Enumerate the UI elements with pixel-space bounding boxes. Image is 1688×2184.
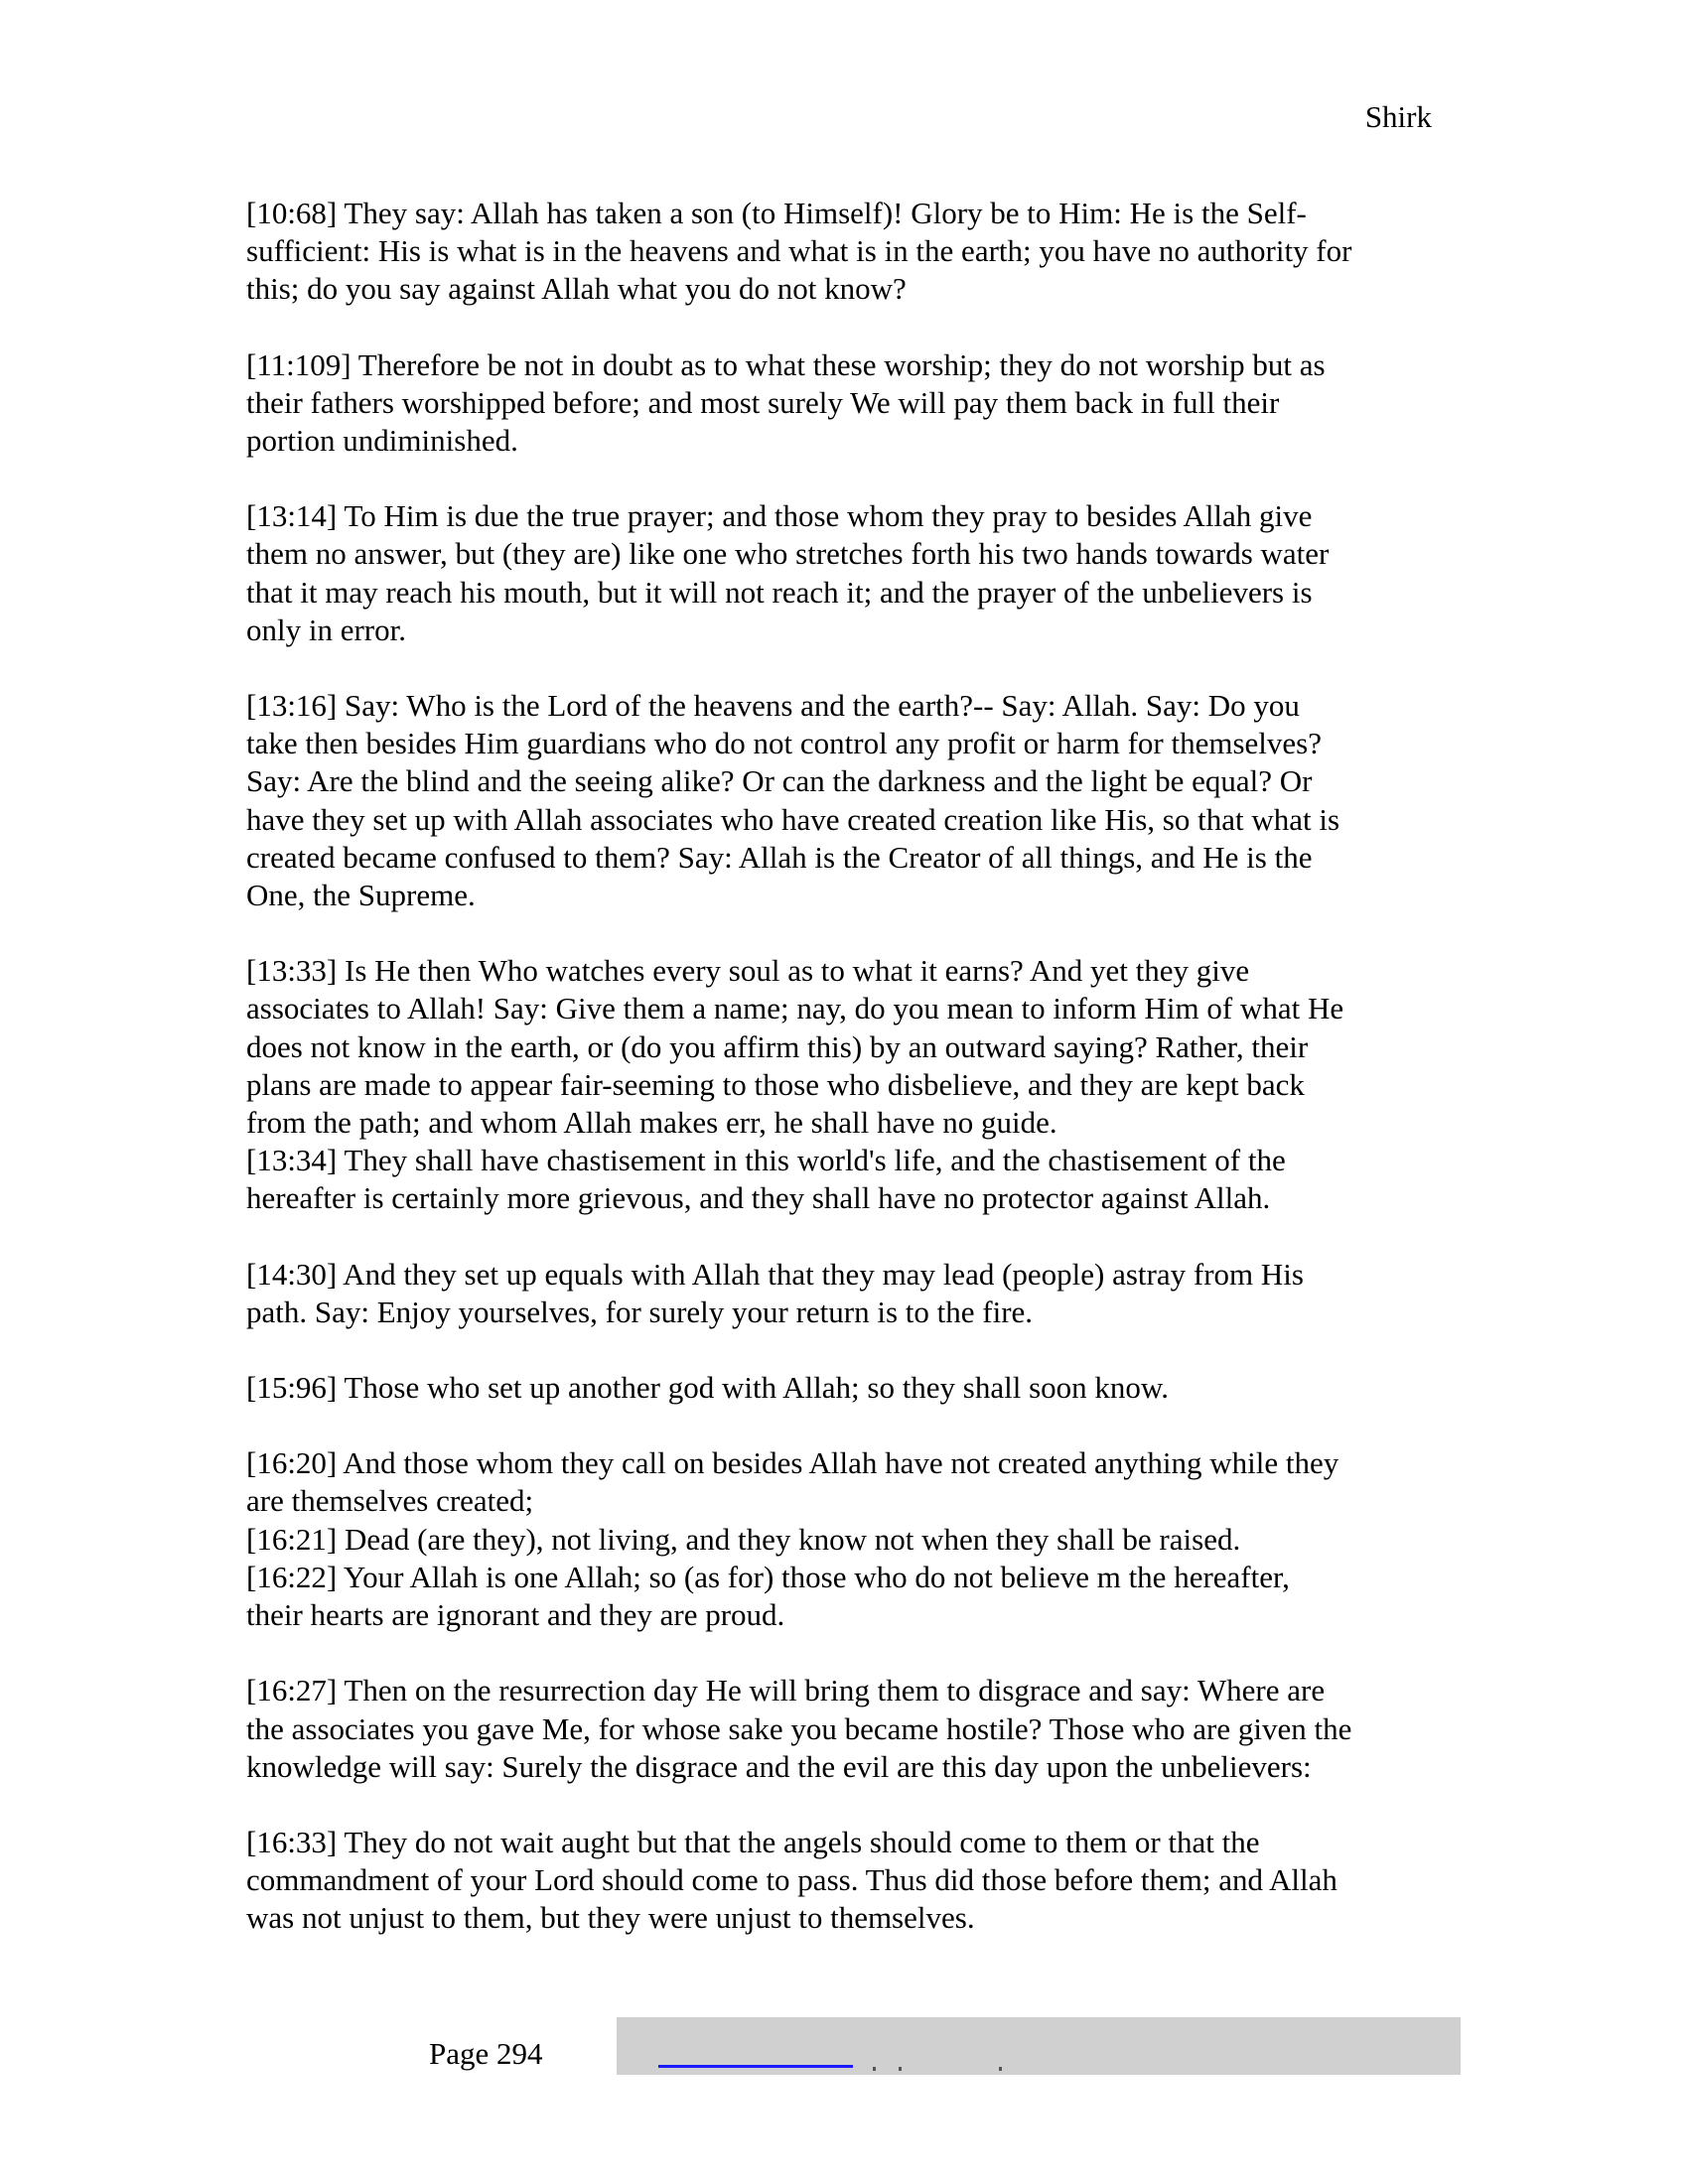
text-line: [14:30] And they set up equals with Allah that they may lead (people) astray from His (246, 1256, 1304, 1292)
text-line: One, the Supreme. (246, 878, 476, 913)
text-line: are themselves created; (246, 1483, 534, 1519)
text-line: sufficient: His is what is in the heavens and what is in the earth; you have no authority for (246, 233, 1352, 269)
text-line: knowledge will say: Surely the disgrace and the evil are this day upon the unbelievers: (246, 1748, 1312, 1784)
running-header-title: Shirk (1364, 99, 1432, 134)
text-line: the associates you gave Me, for whose sake you became hostile? Those who are given the (246, 1710, 1352, 1746)
text-line: [13:16] Say: Who is the Lord of the heavens and the earth?-- Say: Allah. Say: Do you (246, 688, 1300, 724)
text-line: this; do you say against Allah what you do not know? (246, 271, 907, 307)
text-line: from the path; and whom Allah makes err, he shall have no guide. (246, 1105, 1057, 1141)
footer-link-underline[interactable] (658, 2065, 853, 2068)
verse-paragraph (246, 952, 1438, 1217)
text-line: have they set up with Allah associates who have created creation like His, so that what is (246, 801, 1340, 837)
page-number: Page 294 (429, 2036, 543, 2071)
verse-paragraph (246, 1369, 1438, 1407)
footer-dot (999, 2067, 1002, 2071)
verse-paragraph (246, 195, 1438, 309)
text-line: [16:20] And those whom they call on besides Allah have not created anything while they (246, 1445, 1339, 1481)
verse-paragraph (246, 1824, 1438, 1938)
text-line: their fathers worshipped before; and most surely We will pay them back in full their (246, 384, 1280, 420)
verse-paragraph (246, 1256, 1438, 1331)
text-line: plans are made to appear fair-seeming to those who disbelieve, and they are kept back (246, 1066, 1305, 1102)
text-line: created became confused to them? Say: Allah is the Creator of all things, and He is the (246, 839, 1313, 875)
text-line: [13:33] Is He then Who watches every soul as to what it earns? And yet they give (246, 953, 1250, 989)
text-line: commandment of your Lord should come to pass. Thus did those before them; and Allah (246, 1862, 1337, 1898)
text-line: [11:109] Therefore be not in doubt as to what these worship; they do not worship but as (246, 346, 1326, 382)
text-line: that it may reach his mouth, but it will not reach it; and the prayer of the unbelievers is (246, 574, 1313, 610)
footer-dot (873, 2067, 876, 2071)
text-line: take then besides Him guardians who do not control any profit or harm for themselves? (246, 726, 1323, 761)
verse-paragraph (246, 346, 1438, 461)
text-line: [15:96] Those who set up another god with Allah; so they shall soon know. (246, 1370, 1170, 1406)
text-line: associates to Allah! Say: Give them a name; nay, do you mean to inform Him of what He (246, 991, 1344, 1026)
verse-paragraph (246, 687, 1438, 914)
text-line: [16:27] Then on the resurrection day He will bring them to disgrace and say: Where are (246, 1673, 1326, 1708)
footer-banner (617, 2017, 1461, 2075)
text-line: hereafter is certainly more grievous, and they shall have no protector against Allah. (246, 1180, 1271, 1216)
text-line: was not unjust to them, but they were unjust to themselves. (246, 1900, 975, 1936)
text-line: [16:33] They do not wait aught but that the angels should come to them or that the (246, 1824, 1260, 1859)
text-line: [13:34] They shall have chastisement in this world's life, and the chastisement of the (246, 1143, 1286, 1178)
text-line: path. Say: Enjoy yourselves, for surely your return is to the fire. (246, 1294, 1034, 1329)
text-line: does not know in the earth, or (do you affirm this) by an outward saying? Rather, their (246, 1028, 1309, 1064)
text-line: [16:22] Your Allah is one Allah; so (as for) those who do not believe m the hereafter, (246, 1559, 1290, 1594)
text-line: [16:21] Dead (are they), not living, and they know not when they shall be raised. (246, 1521, 1241, 1557)
text-line: only in error. (246, 612, 406, 647)
footer-dot (899, 2067, 902, 2071)
verse-paragraph (246, 1672, 1438, 1786)
page-body (246, 195, 1438, 1976)
text-line: portion undiminished. (246, 423, 518, 459)
text-line: [10:68] They say: Allah has taken a son (to Himself)! Glory be to Him: He is the Self- (246, 196, 1307, 230)
text-line: [13:14] To Him is due the true prayer; and those whom they pray to besides Allah give (246, 498, 1313, 534)
text-line: their hearts are ignorant and they are proud. (246, 1597, 785, 1633)
text-line: Say: Are the blind and the seeing alike? Or can the darkness and the light be equal? Or (246, 763, 1313, 799)
text-line: them no answer, but (they are) like one who stretches forth his two hands towards water (246, 536, 1330, 572)
verse-paragraph (246, 1444, 1438, 1634)
verse-paragraph (246, 497, 1438, 649)
